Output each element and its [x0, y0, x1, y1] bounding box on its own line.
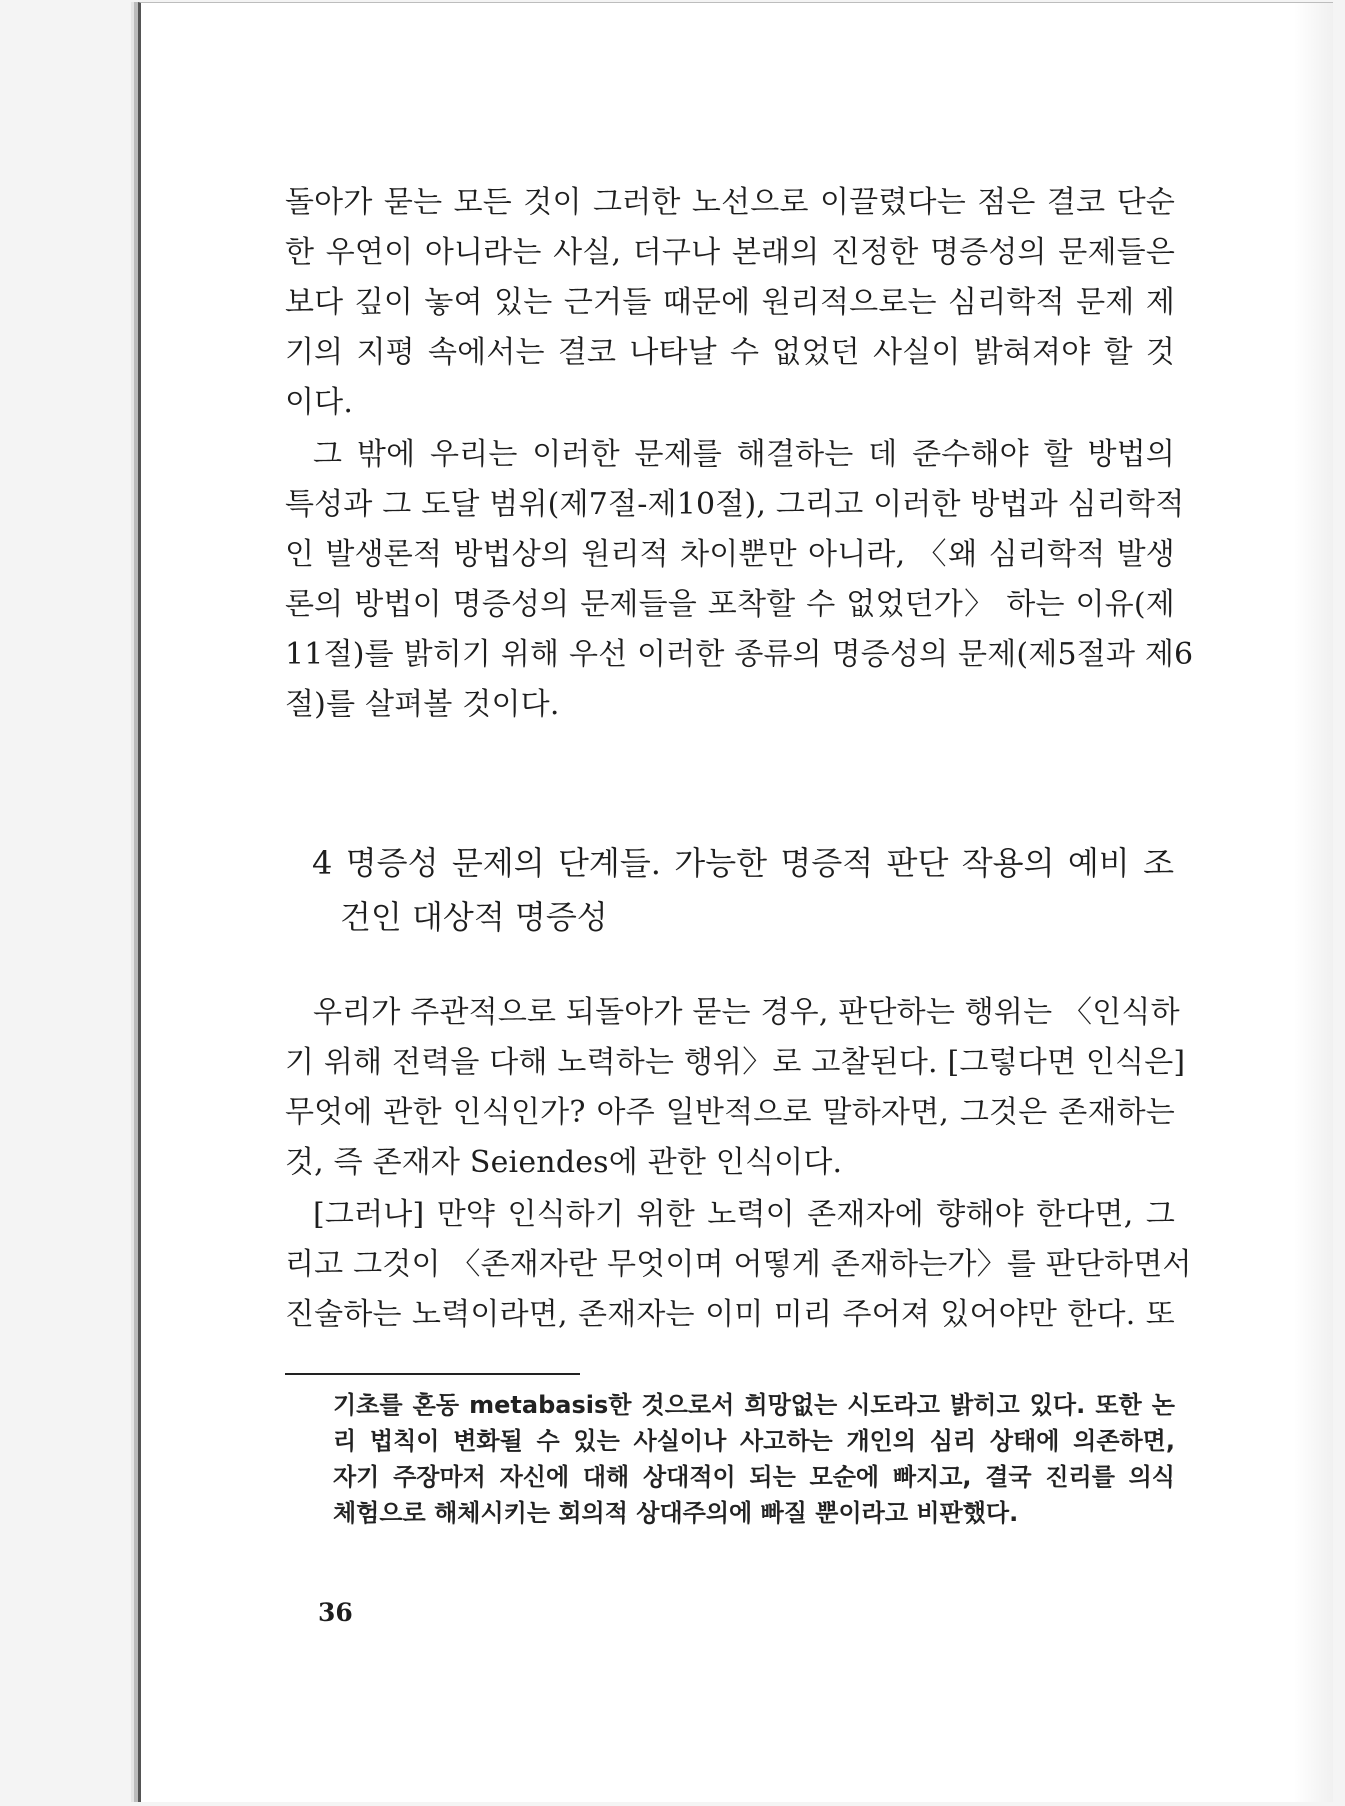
text-line: 특성과 그 도달 범위(제7절-제10절), 그리고 이러한 방법과 심리학적: [285, 487, 1185, 522]
text-line: 무엇에 관한 인식인가? 아주 일반적으로 말하자면, 그것은 존재하는: [285, 1095, 1175, 1130]
text-line: 이다.: [285, 385, 354, 420]
text-line: 돌아가 묻는 모든 것이 그러한 노선으로 이끌렸다는 점은 결코 단순: [285, 185, 1175, 220]
footnote-line: 리 법칙이 변화될 수 있는 사실이나 사고하는 개인의 심리 상태에 의존하면,: [333, 1427, 1175, 1455]
text-line: 우리가 주관적으로 되돌아가 묻는 경우, 판단하는 행위는 〈인식하: [313, 995, 1180, 1030]
footnote: [333, 1387, 1175, 1531]
footnote-line: 체험으로 해체시키는 회의적 상대주의에 빠질 뿐이라고 비판했다.: [333, 1499, 1019, 1527]
text-line: 기의 지평 속에서는 결코 나타날 수 없었던 사실이 밝혀져야 할 것: [285, 335, 1175, 370]
paragraph-3: [285, 988, 1186, 1188]
text-line: 리고 그것이 〈존재자란 무엇이며 어떻게 존재하는가〉를 판단하면서: [285, 1247, 1192, 1282]
paragraph-4: [285, 1190, 1192, 1340]
footnote-line: 자기 주장마저 자신에 대해 상대적이 되는 모순에 빠지고, 결국 진리를 의식: [333, 1463, 1175, 1491]
text-line: 절)를 살펴볼 것이다.: [285, 687, 560, 722]
text-line: 보다 깊이 놓여 있는 근거들 때문에 원리적으로는 심리학적 문제 제: [285, 285, 1175, 320]
text-line: 그 밖에 우리는 이러한 문제를 해결하는 데 준수해야 할 방법의: [313, 437, 1175, 472]
paragraph-2: [285, 430, 1194, 730]
footnote-divider: [285, 1373, 580, 1375]
footnote-line: 기초를 혼동 metabasis한 것으로서 희망없는 시도라고 밝히고 있다. 또한 논: [333, 1391, 1175, 1419]
text-line: 것, 즉 존재자 Seiendes에 관한 인식이다.: [285, 1145, 843, 1180]
text-line: 론의 방법이 명증성의 문제들을 포착할 수 없었던가〉 하는 이유(제: [285, 587, 1175, 622]
section-heading: [312, 836, 1174, 944]
heading-line: 4 명증성 문제의 단계들. 가능한 명증적 판단 작용의 예비 조: [312, 844, 1174, 882]
heading-line: 건인 대상적 명증성: [340, 898, 608, 936]
text-line: [그러나] 만약 인식하기 위한 노력이 존재자에 향해야 한다면, 그: [313, 1197, 1175, 1232]
text-line: 11절)를 밝히기 위해 우선 이러한 종류의 명증성의 문제(제5절과 제6: [285, 637, 1194, 672]
text-line: 한 우연이 아니라는 사실, 더구나 본래의 진정한 명증성의 문제들은: [285, 235, 1175, 270]
paragraph-1: [285, 178, 1175, 428]
page-number: 36: [318, 1598, 353, 1627]
text-line: 기 위해 전력을 다해 노력하는 행위〉로 고찰된다. [그렇다면 인식은]: [285, 1045, 1186, 1080]
text-line: 진술하는 노력이라면, 존재자는 이미 미리 주어져 있어야만 한다. 또: [285, 1297, 1175, 1332]
text-line: 인 발생론적 방법상의 원리적 차이뿐만 아니라, 〈왜 심리학적 발생: [285, 537, 1175, 572]
